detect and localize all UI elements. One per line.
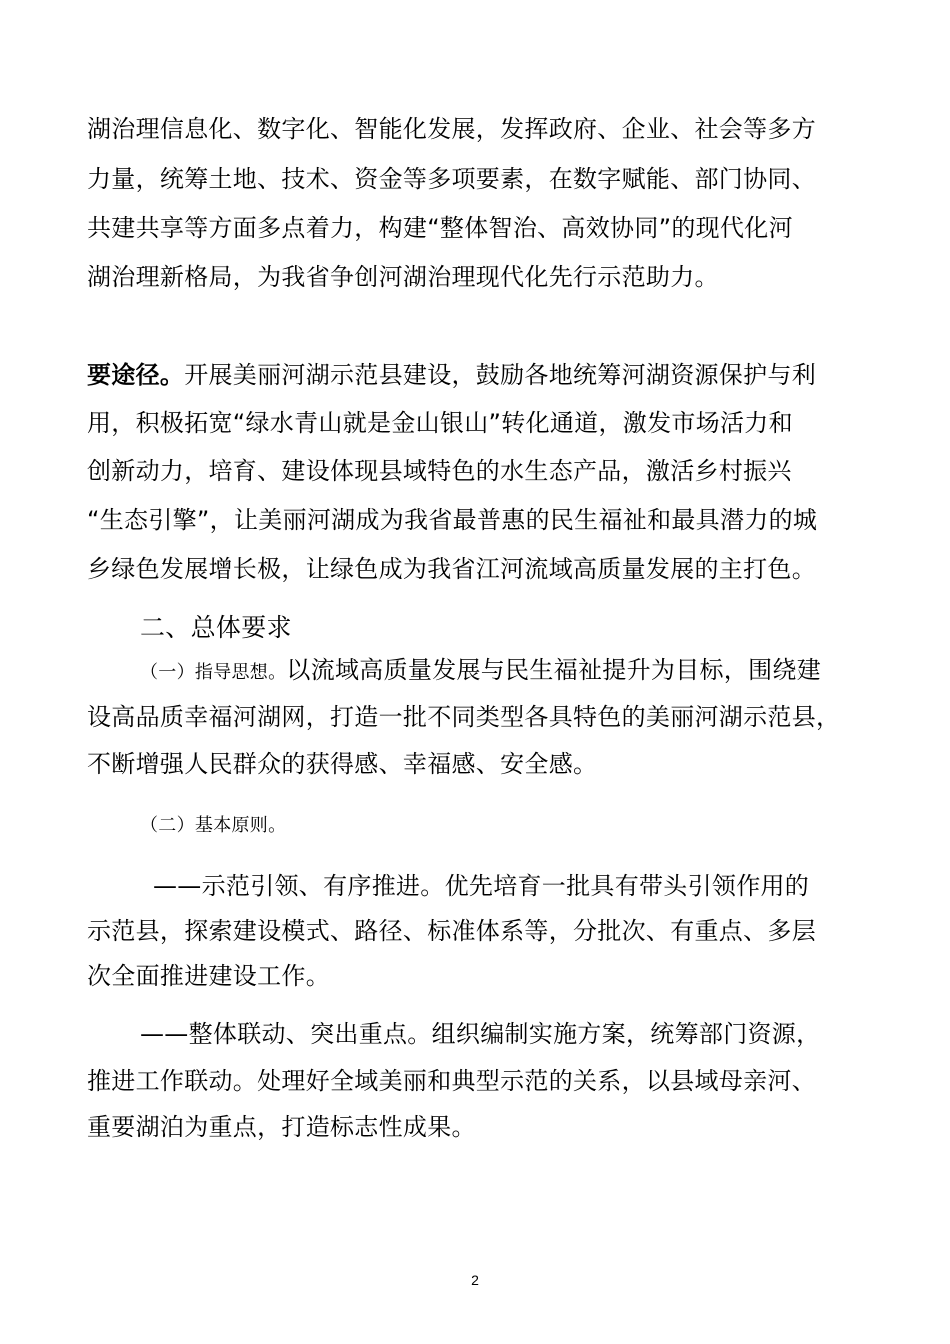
paragraph-1-line-4: 湖治理新格局，为我省争创河湖治理现代化先行示范助力。 <box>87 263 719 291</box>
section-heading: 二、总体要求 <box>140 613 292 642</box>
paragraph-2-line-1-text: 开展美丽河湖示范县建设，鼓励各地统筹河湖资源保护与利 <box>184 361 817 389</box>
guiding-thought-label: （一）指导思想。 <box>140 662 287 683</box>
principle-1-line-1: ——示范引领、有序推进。优先培育一批具有带头引领作用的 <box>153 872 810 900</box>
paragraph-2-line-1 <box>87 359 816 391</box>
principle-1-line-3: 次全面推进建设工作。 <box>87 962 330 990</box>
basic-principles-label: （二）基本原则。 <box>140 815 287 836</box>
guiding-thought-line-3: 不断增强人民群众的获得感、幸福感、安全感。 <box>87 750 598 778</box>
guiding-thought-line-2: 设高品质幸福河湖网，打造一批不同类型各具特色的美丽河湖示范县， <box>87 703 841 731</box>
guiding-thought-line-1-text: 以流域高质量发展与民生福祉提升为目标，围绕建 <box>286 656 822 684</box>
page-number: 2 <box>471 1272 479 1288</box>
paragraph-1-line-1: 湖治理信息化、数字化、智能化发展，发挥政府、企业、社会等多方 <box>87 115 816 143</box>
paragraph-2-line-3: 创新动力，培育、建设体现县域特色的水生态产品，激活乡村振兴 <box>87 457 792 485</box>
principle-2-line-1: ——整体联动、突出重点。组织编制实施方案，统筹部门资源， <box>140 1020 821 1048</box>
paragraph-2-line-5: 乡绿色发展增长极，让绿色成为我省江河流域高质量发展的主打色。 <box>87 555 816 583</box>
guiding-thought-line-1 <box>140 654 821 689</box>
principle-2-line-2: 推进工作联动。处理好全域美丽和典型示范的关系，以县域母亲河、 <box>87 1067 816 1095</box>
paragraph-2-line-2: 用，积极拓宽“绿水青山就是金山银山”转化通道，激发市场活力和 <box>87 409 793 437</box>
principle-1-line-2: 示范县，探索建设模式、路径、标准体系等，分批次、有重点、多层 <box>87 917 816 945</box>
paragraph-2-line-4: “生态引擎”，让美丽河湖成为我省最普惠的民生福祉和最具潜力的城 <box>87 506 818 534</box>
paragraph-1-line-2: 力量，统筹土地、技术、资金等多项要素，在数字赋能、部门协同、 <box>87 165 816 193</box>
principle-2-line-3: 重要湖泊为重点，打造标志性成果。 <box>87 1113 476 1141</box>
paragraph-2-lead: 要途径。 <box>87 361 185 389</box>
paragraph-1-line-3: 共建共享等方面多点着力，构建“整体智治、高效协同”的现代化河 <box>87 214 793 242</box>
